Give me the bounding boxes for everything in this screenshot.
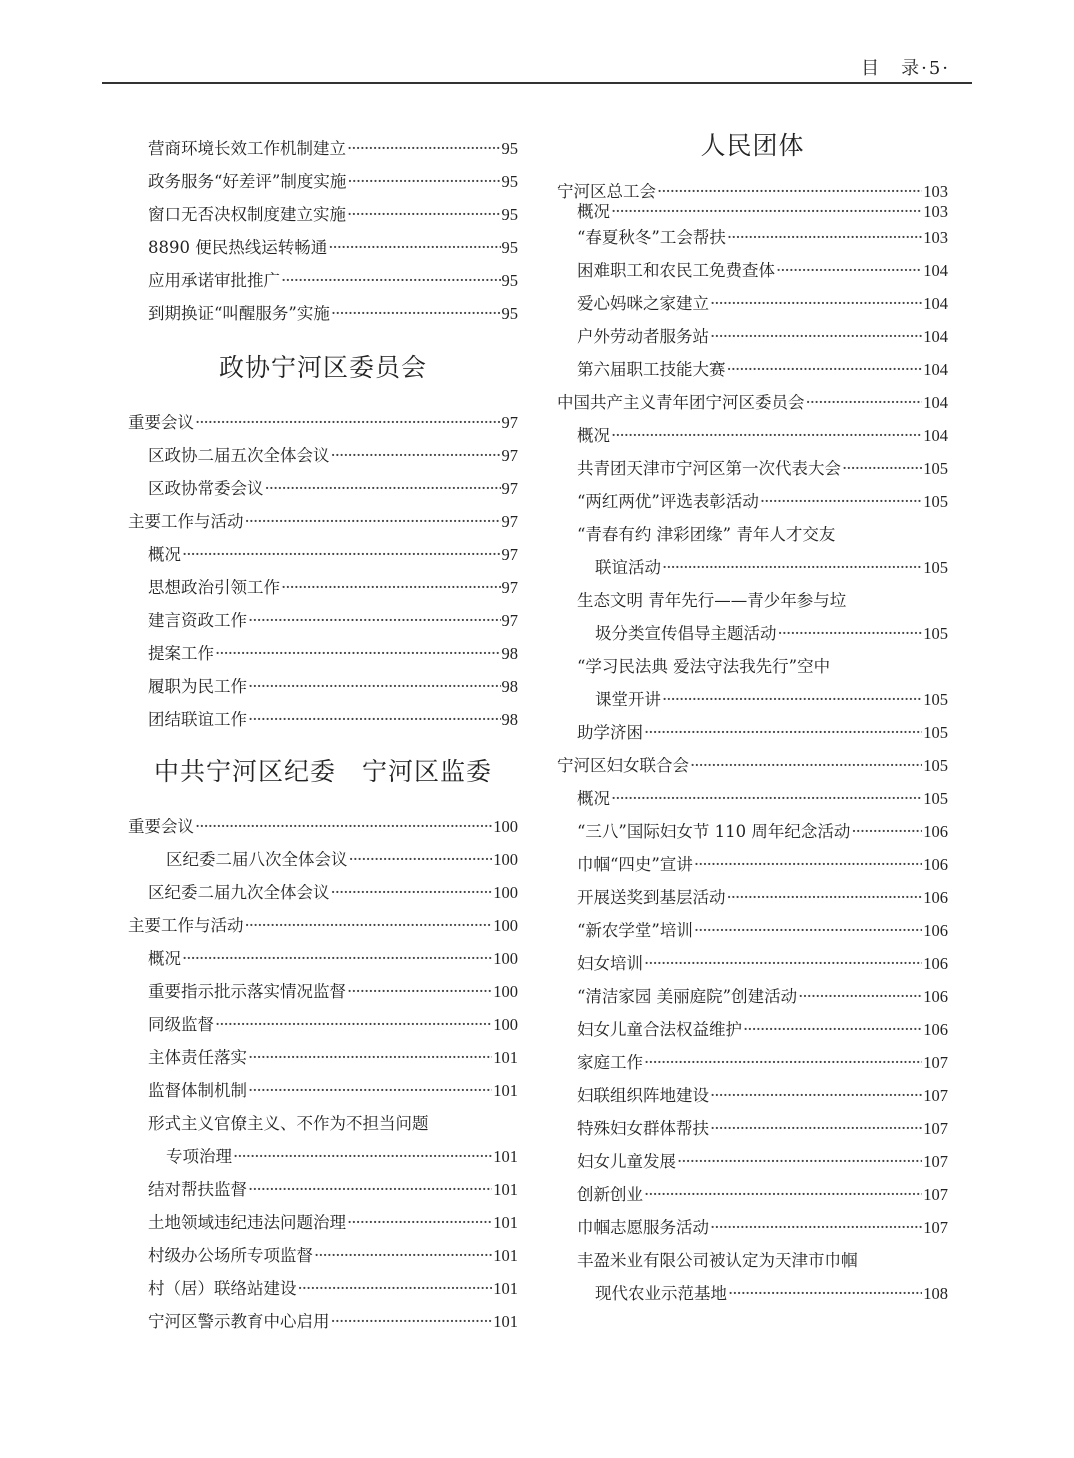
toc-section-cppcc: [128, 340, 518, 736]
toc-entry[interactable]: “新农学堂”培训 ····· 106: [557, 914, 948, 947]
page-header: [0, 0, 1074, 86]
toc-entry[interactable]: 监督体制机制 ····· 101: [128, 1074, 518, 1107]
toc-entry[interactable]: 思想政治引领工作 ····· 97: [128, 571, 518, 604]
toc-entry[interactable]: 主要工作与活动 ····· 97: [128, 505, 518, 538]
toc-entry[interactable]: 中国共产主义青年团宁河区委员会 ····· 104: [557, 386, 948, 419]
toc-entry[interactable]: 概况 ····· 104: [557, 419, 948, 452]
toc-entry[interactable]: 困难职工和农民工免费查体 ····· 104: [557, 254, 948, 287]
section-title: 中共宁河区纪委 宁河区监委: [153, 757, 492, 786]
toc-entry[interactable]: “三八”国际妇女节 110 周年纪念活动 ····· 106: [557, 815, 948, 848]
toc-entry[interactable]: 圾分类宣传倡导主题活动 ····· 105: [557, 617, 948, 650]
toc-entry[interactable]: 家庭工作 ····· 107: [557, 1046, 948, 1079]
toc-entry[interactable]: 营商环境长效工作机制建立 ····· 95: [128, 132, 518, 165]
toc-entry-wrap-line[interactable]: “青春有约 津彩团缘” 青年人才交友: [577, 525, 836, 544]
toc-right-column: [557, 110, 948, 1310]
toc-entry[interactable]: 重要会议 ····· 97: [128, 406, 518, 439]
section-title: 政协宁河区委员会: [218, 353, 427, 382]
running-head: 目 录·5·: [861, 58, 950, 79]
toc-entry[interactable]: 村（居）联络站建设 ····· 101: [128, 1272, 518, 1305]
toc-entry[interactable]: 宁河区总工会 ····· 103: [557, 182, 948, 202]
toc-entry[interactable]: “清洁家园 美丽庭院”创建活动 ····· 106: [557, 980, 948, 1013]
toc-entry[interactable]: 第六届职工技能大赛 ····· 104: [557, 353, 948, 386]
section-title: 人民团体: [700, 131, 805, 160]
toc-entry[interactable]: 巾帼志愿服务活动 ····· 107: [557, 1211, 948, 1244]
toc-entry[interactable]: 联谊活动 ····· 105: [557, 551, 948, 584]
toc-left-column: [128, 110, 518, 1338]
toc-entry[interactable]: 重要会议 ····· 100: [128, 810, 518, 843]
toc-entry[interactable]: 助学济困 ····· 105: [557, 716, 948, 749]
toc-entry[interactable]: 特殊妇女群体帮扶 ····· 107: [557, 1112, 948, 1145]
toc-entry[interactable]: 主体责任落实 ····· 101: [128, 1041, 518, 1074]
toc-entry[interactable]: 窗口无否决权制度建立实施 ····· 95: [128, 198, 518, 231]
toc-entry[interactable]: 现代农业示范基地 ····· 108: [557, 1277, 948, 1310]
toc-entry[interactable]: 履职为民工作 ····· 98: [128, 670, 518, 703]
toc-entry[interactable]: 主要工作与活动 ····· 100: [128, 909, 518, 942]
toc-entry[interactable]: “春夏秋冬”工会帮扶 ····· 103: [557, 221, 948, 254]
toc-entry[interactable]: 宁河区妇女联合会 ····· 105: [557, 749, 948, 782]
toc-entry[interactable]: 户外劳动者服务站 ····· 104: [557, 320, 948, 353]
toc-entry-wrap-line[interactable]: 丰盈米业有限公司被认定为天津市巾帼: [577, 1251, 858, 1270]
toc-entry[interactable]: 宁河区警示教育中心启用 ····· 101: [128, 1305, 518, 1338]
toc-entry[interactable]: 概况 ····· 103: [557, 202, 948, 222]
header-rule: [102, 82, 972, 84]
toc-entry[interactable]: 概况 ····· 97: [128, 538, 518, 571]
toc-entry[interactable]: 概况 ····· 105: [557, 782, 948, 815]
toc-entry[interactable]: 区纪委二届九次全体会议 ····· 100: [128, 876, 518, 909]
toc-entry[interactable]: 8890 便民热线运转畅通 ····· 95: [128, 231, 518, 264]
toc-entry[interactable]: 结对帮扶监督 ····· 101: [128, 1173, 518, 1206]
toc-entry-wrap-line[interactable]: 生态文明 青年先行——青少年参与垃: [577, 591, 847, 610]
toc-entry-wrap-line[interactable]: “学习民法典 爱法守法我先行”空中: [577, 657, 831, 676]
toc-entry[interactable]: “两红两优”评选表彰活动 ····· 105: [557, 485, 948, 518]
toc-block-continued: [128, 110, 518, 330]
toc-entry[interactable]: 课堂开讲 ····· 105: [557, 683, 948, 716]
toc-entry[interactable]: 概况 ····· 100: [128, 942, 518, 975]
toc-entry[interactable]: 建言资政工作 ····· 97: [128, 604, 518, 637]
toc-entry[interactable]: 村级办公场所专项监督 ····· 101: [128, 1239, 518, 1272]
toc-entry[interactable]: 政务服务“好差评”制度实施 ····· 95: [128, 165, 518, 198]
toc-entry[interactable]: 提案工作 ····· 98: [128, 637, 518, 670]
toc-entry[interactable]: 巾帼“四史”宣讲 ····· 106: [557, 848, 948, 881]
toc-entry-wrap-line[interactable]: 形式主义官僚主义、不作为不担当问题: [148, 1114, 429, 1133]
toc-entry[interactable]: 共青团天津市宁河区第一次代表大会 ····· 105: [557, 452, 948, 485]
toc-entry[interactable]: 到期换证“叫醒服务”实施 ····· 95: [128, 297, 518, 330]
toc-entry[interactable]: 区政协二届五次全体会议 ····· 97: [128, 439, 518, 472]
toc-entry[interactable]: 妇联组织阵地建设 ····· 107: [557, 1079, 948, 1112]
toc-section-discipline: [128, 744, 518, 1338]
toc-entry[interactable]: 创新创业 ····· 107: [557, 1178, 948, 1211]
toc-entry[interactable]: 开展送奖到基层活动 ····· 106: [557, 881, 948, 914]
toc-entry[interactable]: 专项治理 ····· 101: [128, 1140, 518, 1173]
toc-entry[interactable]: 妇女儿童合法权益维护 ····· 106: [557, 1013, 948, 1046]
toc-entry[interactable]: 应用承诺审批推广 ····· 95: [128, 264, 518, 297]
toc-entry[interactable]: 土地领域违纪违法问题治理 ····· 101: [128, 1206, 518, 1239]
toc-entry[interactable]: 团结联谊工作 ····· 98: [128, 703, 518, 736]
toc-entry[interactable]: 爱心妈咪之家建立 ····· 104: [557, 287, 948, 320]
toc-entry[interactable]: 区政协常委会议 ····· 97: [128, 472, 518, 505]
toc-entry[interactable]: 妇女培训 ····· 106: [557, 947, 948, 980]
toc-entry[interactable]: 区纪委二届八次全体会议 ····· 100: [128, 843, 518, 876]
toc-entry[interactable]: 同级监督 ····· 100: [128, 1008, 518, 1041]
toc-entry[interactable]: 重要指示批示落实情况监督 ····· 100: [128, 975, 518, 1008]
toc-entry[interactable]: 妇女儿童发展 ····· 107: [557, 1145, 948, 1178]
